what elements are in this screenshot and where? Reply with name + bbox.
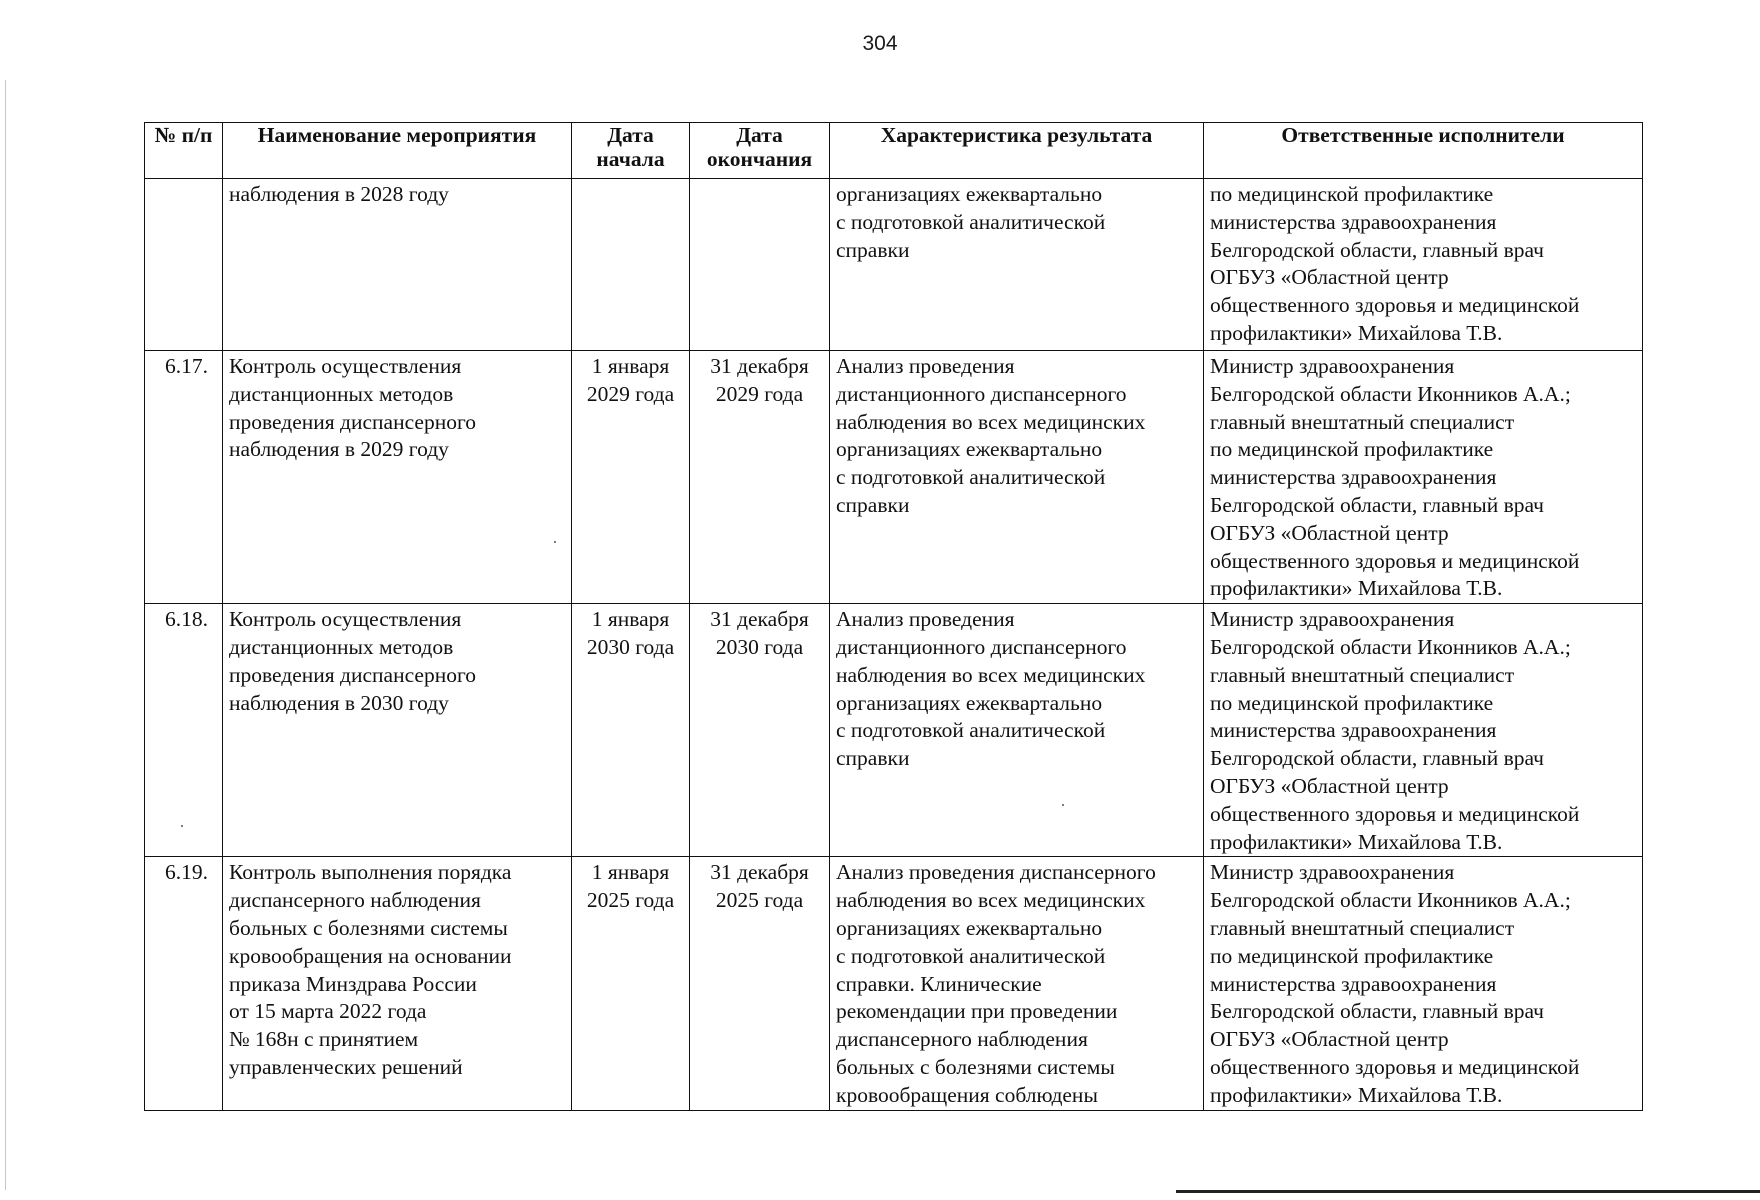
cell-line: ОГБУЗ «Областной центр — [1210, 773, 1449, 798]
cell-line: общественного здоровья и медицинской — [1210, 548, 1580, 573]
header-name: Наименование мероприятия — [223, 123, 572, 179]
cell-line: дистанционных методов — [229, 381, 454, 406]
cell-line: 1 января — [591, 354, 670, 378]
cell-line: Белгородской области, главный врач — [1210, 746, 1544, 771]
cell-line: Министр здравоохранения — [1210, 354, 1455, 378]
cell-line: Контроль осуществления — [229, 607, 462, 632]
cell-num: 6.19. — [145, 857, 223, 1110]
cell-line: больных с болезнями системы — [229, 915, 508, 940]
cell-line: по медицинской профилактике — [1210, 943, 1494, 968]
table-row — [145, 351, 1643, 604]
cell-line: профилактики» Михайлова Т.В. — [1210, 1082, 1503, 1107]
cell-line: Белгородской области Иконников А.А.; — [1210, 888, 1571, 913]
cell-num: 6.18. — [145, 604, 223, 857]
cell-line: ОГБУЗ «Областной центр — [1210, 1027, 1449, 1052]
cell-line: справки — [836, 746, 910, 771]
cell-line: 31 декабря — [710, 354, 809, 378]
scan-speck — [1062, 804, 1064, 806]
cell-line: 31 декабря — [710, 607, 809, 632]
cell-name — [223, 351, 572, 604]
cell-line: 2029 года — [715, 381, 804, 406]
cell-line: Министр здравоохранения — [1210, 860, 1455, 885]
cell-line: по медицинской профилактике — [1210, 182, 1494, 206]
cell-line: кровообращения на основании — [229, 943, 512, 968]
cell-line: 2025 года — [586, 888, 675, 913]
cell-result — [830, 179, 1204, 351]
cell-line: проведения диспансерного — [229, 409, 476, 434]
cell-line: наблюдения в 2028 году — [229, 182, 449, 206]
scan-speck — [181, 825, 183, 827]
table-row — [145, 604, 1643, 857]
scan-left-edge — [5, 80, 6, 1190]
cell-responsible — [1204, 604, 1643, 857]
cell-line: общественного здоровья и медицинской — [1210, 293, 1580, 318]
cell-line: наблюдения в 2029 году — [229, 437, 449, 462]
cell-line: с подготовкой аналитической — [836, 718, 1106, 743]
events-table — [144, 122, 1643, 1111]
cell-line: 1 января — [591, 860, 670, 885]
cell-line: справки — [836, 492, 910, 517]
cell-line: 2030 года — [586, 634, 675, 659]
cell-line: с подготовкой аналитической — [836, 209, 1106, 234]
cell-responsible — [1204, 179, 1643, 351]
cell-line: Контроль осуществления — [229, 354, 462, 378]
table-row — [145, 857, 1643, 1110]
cell-line: кровообращения соблюдены — [836, 1082, 1098, 1107]
cell-start-date — [572, 604, 690, 857]
cell-line: профилактики» Михайлова Т.В. — [1210, 320, 1503, 345]
cell-result — [830, 857, 1204, 1110]
cell-line: диспансерного наблюдения — [836, 1027, 1088, 1052]
cell-line: организациях ежеквартально — [836, 915, 1103, 940]
cell-end-date — [690, 351, 830, 604]
cell-line: Контроль выполнения порядка — [229, 860, 512, 885]
table-header-row — [145, 123, 1643, 179]
header-num: № п/п — [145, 123, 223, 179]
cell-end-date — [690, 604, 830, 857]
page-number: 304 — [862, 32, 898, 55]
cell-line: организациях ежеквартально — [836, 182, 1103, 206]
cell-line: профилактики» Михайлова Т.В. — [1210, 576, 1503, 601]
cell-line: министерства здравоохранения — [1210, 971, 1497, 996]
cell-line: Белгородской области, главный врач — [1210, 999, 1544, 1024]
table-body — [145, 179, 1643, 1111]
cell-line: общественного здоровья и медицинской — [1210, 1054, 1580, 1079]
cell-line: диспансерного наблюдения — [229, 888, 481, 913]
cell-num — [145, 179, 223, 351]
cell-line: рекомендации при проведении — [836, 999, 1118, 1024]
cell-line: дистанционных методов — [229, 634, 454, 659]
cell-line: дистанционного диспансерного — [836, 634, 1127, 659]
scan-bottom-rule — [1176, 1190, 1760, 1193]
scan-speck — [554, 541, 556, 543]
cell-line: главный внештатный специалист — [1210, 409, 1515, 434]
cell-name — [223, 857, 572, 1110]
cell-line: министерства здравоохранения — [1210, 465, 1497, 490]
cell-line: главный внештатный специалист — [1210, 662, 1515, 687]
cell-line: справки. Клинические — [836, 971, 1042, 996]
cell-line: организациях ежеквартально — [836, 437, 1103, 462]
cell-line: главный внештатный специалист — [1210, 915, 1515, 940]
cell-line: управленческих решений — [229, 1054, 463, 1079]
cell-line: 1 января — [591, 607, 670, 632]
cell-line: приказа Минздрава России — [229, 971, 477, 996]
cell-start-date — [572, 351, 690, 604]
cell-line: № 168н с принятием — [229, 1027, 419, 1052]
cell-line: министерства здравоохранения — [1210, 718, 1497, 743]
cell-result — [830, 351, 1204, 604]
cell-line: больных с болезнями системы — [836, 1054, 1115, 1079]
cell-line: наблюдения в 2030 году — [229, 690, 449, 715]
cell-line: по медицинской профилактике — [1210, 690, 1494, 715]
cell-line: по медицинской профилактике — [1210, 437, 1494, 462]
cell-start-date — [572, 179, 690, 351]
header-end-date: Дата окончания — [690, 123, 830, 179]
cell-line: Белгородской области, главный врач — [1210, 237, 1544, 262]
cell-line: общественного здоровья и медицинской — [1210, 801, 1580, 826]
header-result: Характеристика результата — [830, 123, 1204, 179]
cell-line: ОГБУЗ «Областной центр — [1210, 265, 1449, 290]
cell-line: Анализ проведения — [836, 607, 1015, 632]
cell-name — [223, 604, 572, 857]
cell-line: министерства здравоохранения — [1210, 209, 1497, 234]
cell-line: Анализ проведения диспансерного — [836, 860, 1156, 885]
cell-num: 6.17. — [145, 351, 223, 604]
cell-line: проведения диспансерного — [229, 662, 476, 687]
cell-line: с подготовкой аналитической — [836, 465, 1106, 490]
cell-end-date — [690, 179, 830, 351]
cell-line: организациях ежеквартально — [836, 690, 1103, 715]
cell-name — [223, 179, 572, 351]
cell-line: Белгородской области, главный врач — [1210, 492, 1544, 517]
cell-line: от 15 марта 2022 года — [229, 999, 427, 1024]
cell-line: 2029 года — [586, 381, 675, 406]
cell-line: ОГБУЗ «Областной центр — [1210, 520, 1449, 545]
cell-result — [830, 604, 1204, 857]
cell-line: профилактики» Михайлова Т.В. — [1210, 829, 1503, 854]
cell-line: Белгородской области Иконников А.А.; — [1210, 381, 1571, 406]
cell-line: справки — [836, 237, 910, 262]
cell-line: наблюдения во всех медицинских — [836, 662, 1146, 687]
cell-line: 2030 года — [715, 634, 804, 659]
cell-line: наблюдения во всех медицинских — [836, 888, 1146, 913]
cell-line: наблюдения во всех медицинских — [836, 409, 1146, 434]
cell-responsible — [1204, 351, 1643, 604]
cell-responsible — [1204, 857, 1643, 1110]
cell-line: Министр здравоохранения — [1210, 607, 1455, 632]
cell-start-date — [572, 857, 690, 1110]
cell-line: с подготовкой аналитической — [836, 943, 1106, 968]
cell-line: дистанционного диспансерного — [836, 381, 1127, 406]
header-responsible: Ответственные исполнители — [1204, 123, 1643, 179]
cell-end-date — [690, 857, 830, 1110]
cell-line: Анализ проведения — [836, 354, 1015, 378]
cell-line: 2025 года — [715, 888, 804, 913]
table-row — [145, 179, 1643, 351]
cell-line: Белгородской области Иконников А.А.; — [1210, 634, 1571, 659]
header-start-date: Дата начала — [572, 123, 690, 179]
cell-line: 31 декабря — [710, 860, 809, 885]
